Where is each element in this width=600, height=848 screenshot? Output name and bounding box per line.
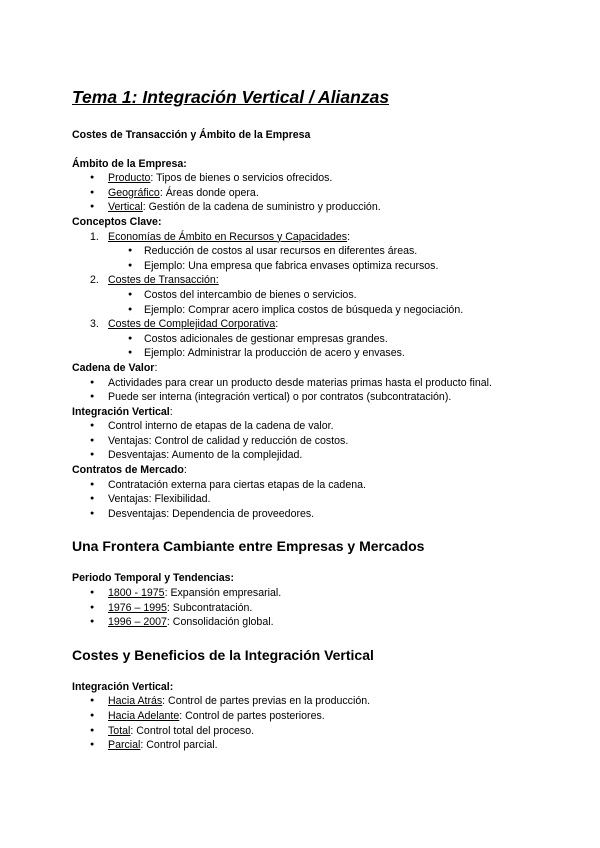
list-item: ● Hacia Adelante: Control de partes posteriores. bbox=[72, 709, 552, 724]
integracion-heading: Integración Vertical: bbox=[72, 405, 173, 418]
numbered-item: 2. Costes de Transacción: bbox=[90, 274, 219, 287]
contratos-heading: Contratos de Mercado: bbox=[72, 464, 187, 477]
sub-item: ● Costos adicionales de gestionar empresas grandes. bbox=[72, 332, 552, 347]
sub-item: ● Ejemplo: Comprar acero implica costos de búsqueda y negociación. bbox=[72, 303, 552, 318]
cadena-list bbox=[72, 376, 552, 405]
sub-item: ● Costos del intercambio de bienes o servicios. bbox=[72, 288, 552, 303]
list-item: ● Puede ser interna (integración vertical) o por contratos (subcontratación). bbox=[72, 390, 552, 405]
section-heading-frontera: Una Frontera Cambiante entre Empresas y Mercados bbox=[72, 538, 425, 555]
document-page bbox=[72, 86, 552, 753]
list-item: ● Total: Control total del proceso. bbox=[72, 724, 552, 739]
ambito-list bbox=[72, 171, 552, 215]
section-heading-costes: Costes de Transacción y Ámbito de la Empresa bbox=[72, 129, 311, 141]
list-item: ● Hacia Atrás: Control de partes previas en la producción. bbox=[72, 694, 552, 709]
integracion-list bbox=[72, 419, 552, 463]
cadena-heading: Cadena de Valor: bbox=[72, 361, 158, 374]
list-item: ● Control interno de etapas de la cadena de valor. bbox=[72, 419, 552, 434]
numbered-item: 1. Economías de Ámbito en Recursos y Capacidades: bbox=[90, 230, 351, 243]
list-item: ● Contratación externa para ciertas etapas de la cadena. bbox=[72, 478, 552, 493]
contratos-list bbox=[72, 478, 552, 522]
sub-item: ● Ejemplo: Administrar la producción de acero y envases. bbox=[72, 346, 552, 361]
list-item: ● Desventajas: Dependencia de proveedores. bbox=[72, 507, 552, 522]
periodo-heading: Periodo Temporal y Tendencias: bbox=[72, 572, 235, 585]
sub-item: ● Reducción de costos al usar recursos en diferentes áreas. bbox=[72, 244, 552, 259]
integracion-types-list bbox=[72, 694, 552, 752]
list-item: ● Producto: Tipos de bienes o servicios ofrecidos. bbox=[72, 171, 552, 186]
list-item: ● 1996 – 2007: Consolidación global. bbox=[72, 615, 552, 630]
numbered-item: 3. Costes de Complejidad Corporativa: bbox=[90, 318, 279, 331]
list-item: ● Actividades para crear un producto desde materias primas hasta el producto final. bbox=[72, 376, 552, 391]
section-heading-costes-beneficios: Costes y Beneficios de la Integración Vertical bbox=[72, 646, 374, 663]
list-item: ● Ventajas: Control de calidad y reducción de costos. bbox=[72, 434, 552, 449]
integracion-types-heading: Integración Vertical: bbox=[72, 680, 174, 693]
sub-item: ● Ejemplo: Una empresa que fabrica envases optimiza recursos. bbox=[72, 259, 552, 274]
list-item: ● Parcial: Control parcial. bbox=[72, 738, 552, 753]
page-title: Tema 1: Integración Vertical / Alianzas bbox=[72, 87, 390, 107]
list-item: ● Desventajas: Aumento de la complejidad. bbox=[72, 448, 552, 463]
list-item: ● 1976 – 1995: Subcontratación. bbox=[72, 601, 552, 616]
conceptos-heading: Conceptos Clave: bbox=[72, 215, 162, 228]
periodo-list bbox=[72, 586, 552, 630]
list-item: ● 1800 - 1975: Expansión empresarial. bbox=[72, 586, 552, 601]
ambito-heading: Ámbito de la Empresa: bbox=[72, 157, 187, 170]
list-item: ● Geográfico: Áreas donde opera. bbox=[72, 186, 552, 201]
list-item: ● Ventajas: Flexibilidad. bbox=[72, 492, 552, 507]
conceptos-list bbox=[72, 230, 552, 361]
list-item: ● Vertical: Gestión de la cadena de suministro y producción. bbox=[72, 200, 552, 215]
